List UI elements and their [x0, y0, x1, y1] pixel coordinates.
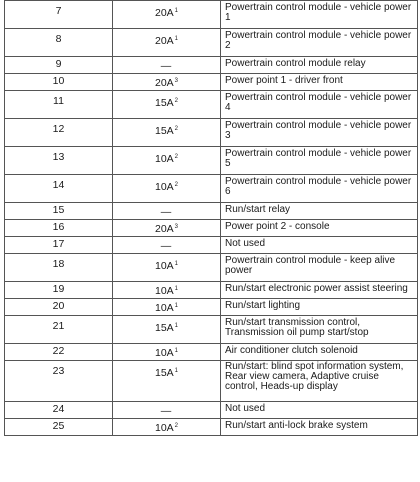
- protected-component-cell: Not used: [221, 237, 418, 254]
- fuse-footnote-marker: 3: [174, 78, 179, 84]
- fuse-number-cell: 10: [5, 74, 113, 91]
- fuse-rating: 10A: [154, 347, 174, 359]
- table-row: [5, 203, 418, 220]
- fuse-footnote-marker: 2: [174, 423, 179, 429]
- fuse-rating: 20A: [154, 35, 174, 47]
- fuse-footnote-marker: 1: [174, 8, 179, 14]
- fuse-number-cell: 25: [5, 419, 113, 436]
- table-row: [5, 237, 418, 254]
- fuse-rating-cell: [113, 1, 221, 29]
- protected-component-cell: Powertrain control module - keep alive power: [221, 254, 418, 282]
- fuse-rating: 10A: [154, 302, 174, 314]
- protected-component-cell: Powertrain control module - vehicle power 2: [221, 29, 418, 57]
- fuse-footnote-marker: 2: [174, 98, 179, 104]
- fuse-rating-cell: [113, 29, 221, 57]
- fuse-number-cell: 19: [5, 282, 113, 299]
- table-row: [5, 282, 418, 299]
- fuse-rating-cell: [113, 282, 221, 299]
- table-row: [5, 402, 418, 419]
- protected-component-cell: Air conditioner clutch solenoid: [221, 344, 418, 361]
- fuse-rating: —: [160, 206, 172, 218]
- table-row: [5, 344, 418, 361]
- fuse-rating-cell: [113, 361, 221, 402]
- fuse-rating-cell: [113, 220, 221, 237]
- fuse-footnote-marker: 3: [174, 224, 179, 230]
- protected-component-cell: Run/start electronic power assist steering: [221, 282, 418, 299]
- fuse-rating-cell: [113, 402, 221, 419]
- fuse-rating: —: [160, 405, 172, 417]
- fuse-number-cell: 12: [5, 119, 113, 147]
- table-row: [5, 299, 418, 316]
- fuse-table-body: [5, 1, 418, 436]
- fuse-rating: 10A: [154, 260, 174, 272]
- protected-component-cell: Run/start anti-lock brake system: [221, 419, 418, 436]
- fuse-number-cell: 15: [5, 203, 113, 220]
- protected-component-cell: Powertrain control module - vehicle power 6: [221, 175, 418, 203]
- fuse-rating-cell: [113, 203, 221, 220]
- fuse-number-cell: 21: [5, 316, 113, 344]
- fuse-footnote-marker: 1: [174, 261, 179, 267]
- fuse-number-cell: 9: [5, 57, 113, 74]
- protected-component-cell: Run/start transmission control, Transmission oil pump start/stop: [221, 316, 418, 344]
- fuse-rating-cell: [113, 344, 221, 361]
- fuse-number-cell: 18: [5, 254, 113, 282]
- fuse-footnote-marker: 1: [174, 303, 179, 309]
- fuse-number-cell: 24: [5, 402, 113, 419]
- fuse-rating-cell: [113, 147, 221, 175]
- fuse-rating-cell: [113, 119, 221, 147]
- fuse-footnote-marker: 1: [174, 348, 179, 354]
- fuse-rating-cell: [113, 299, 221, 316]
- fuse-rating: 10A: [154, 153, 174, 165]
- fuse-rating: 20A: [154, 77, 174, 89]
- protected-component-cell: Power point 2 - console: [221, 220, 418, 237]
- fuse-number-cell: 20: [5, 299, 113, 316]
- table-row: [5, 175, 418, 203]
- fuse-number-cell: 22: [5, 344, 113, 361]
- fuse-footnote-marker: 1: [174, 36, 179, 42]
- fuse-rating: —: [160, 240, 172, 252]
- fuse-number-cell: 7: [5, 1, 113, 29]
- fuse-rating: 15A: [154, 97, 174, 109]
- fuse-footnote-marker: 1: [174, 286, 179, 292]
- fuse-footnote-marker: 2: [174, 182, 179, 188]
- fuse-rating: 10A: [154, 285, 174, 297]
- protected-component-cell: Powertrain control module - vehicle power 3: [221, 119, 418, 147]
- fuse-rating-cell: [113, 254, 221, 282]
- fuse-number-cell: 14: [5, 175, 113, 203]
- protected-component-cell: Run/start: blind spot information system, Rear view camera, Adaptive cruise control, Heads-up display: [221, 361, 418, 402]
- fuse-footnote-marker: 2: [174, 154, 179, 160]
- protected-component-cell: Not used: [221, 402, 418, 419]
- protected-component-cell: Run/start lighting: [221, 299, 418, 316]
- fuse-rating: 10A: [154, 422, 174, 434]
- fuse-number-cell: 13: [5, 147, 113, 175]
- fuse-number-cell: 17: [5, 237, 113, 254]
- protected-component-cell: Powertrain control module - vehicle power 4: [221, 91, 418, 119]
- fuse-number-cell: 8: [5, 29, 113, 57]
- fuse-number-cell: 11: [5, 91, 113, 119]
- fuse-rating-cell: [113, 316, 221, 344]
- table-row: [5, 119, 418, 147]
- table-row: [5, 419, 418, 436]
- protected-component-cell: Powertrain control module - vehicle power 1: [221, 1, 418, 29]
- protected-component-cell: Powertrain control module - vehicle power 5: [221, 147, 418, 175]
- fuse-rating: —: [160, 60, 172, 72]
- protected-component-cell: Run/start relay: [221, 203, 418, 220]
- fuse-rating-cell: [113, 237, 221, 254]
- fuse-rating: 10A: [154, 181, 174, 193]
- table-row: [5, 361, 418, 402]
- table-row: [5, 147, 418, 175]
- table-row: [5, 74, 418, 91]
- protected-component-cell: Powertrain control module relay: [221, 57, 418, 74]
- table-row: [5, 29, 418, 57]
- fuse-footnote-marker: 2: [174, 126, 179, 132]
- fuse-footnote-marker: 1: [174, 368, 179, 374]
- fuse-footnote-marker: 1: [174, 323, 179, 329]
- table-row: [5, 220, 418, 237]
- fuse-rating-cell: [113, 57, 221, 74]
- fuse-table: [4, 0, 418, 436]
- fuse-rating: 15A: [154, 125, 174, 137]
- fuse-rating-cell: [113, 419, 221, 436]
- table-row: [5, 57, 418, 74]
- table-row: [5, 1, 418, 29]
- fuse-rating: 15A: [154, 367, 174, 379]
- table-row: [5, 316, 418, 344]
- protected-component-cell: Power point 1 - driver front: [221, 74, 418, 91]
- fuse-rating-cell: [113, 175, 221, 203]
- fuse-number-cell: 23: [5, 361, 113, 402]
- fuse-rating: 20A: [154, 223, 174, 235]
- fuse-rating-cell: [113, 91, 221, 119]
- fuse-number-cell: 16: [5, 220, 113, 237]
- table-row: [5, 254, 418, 282]
- fuse-rating: 20A: [154, 7, 174, 19]
- fuse-rating: 15A: [154, 322, 174, 334]
- table-row: [5, 91, 418, 119]
- fuse-rating-cell: [113, 74, 221, 91]
